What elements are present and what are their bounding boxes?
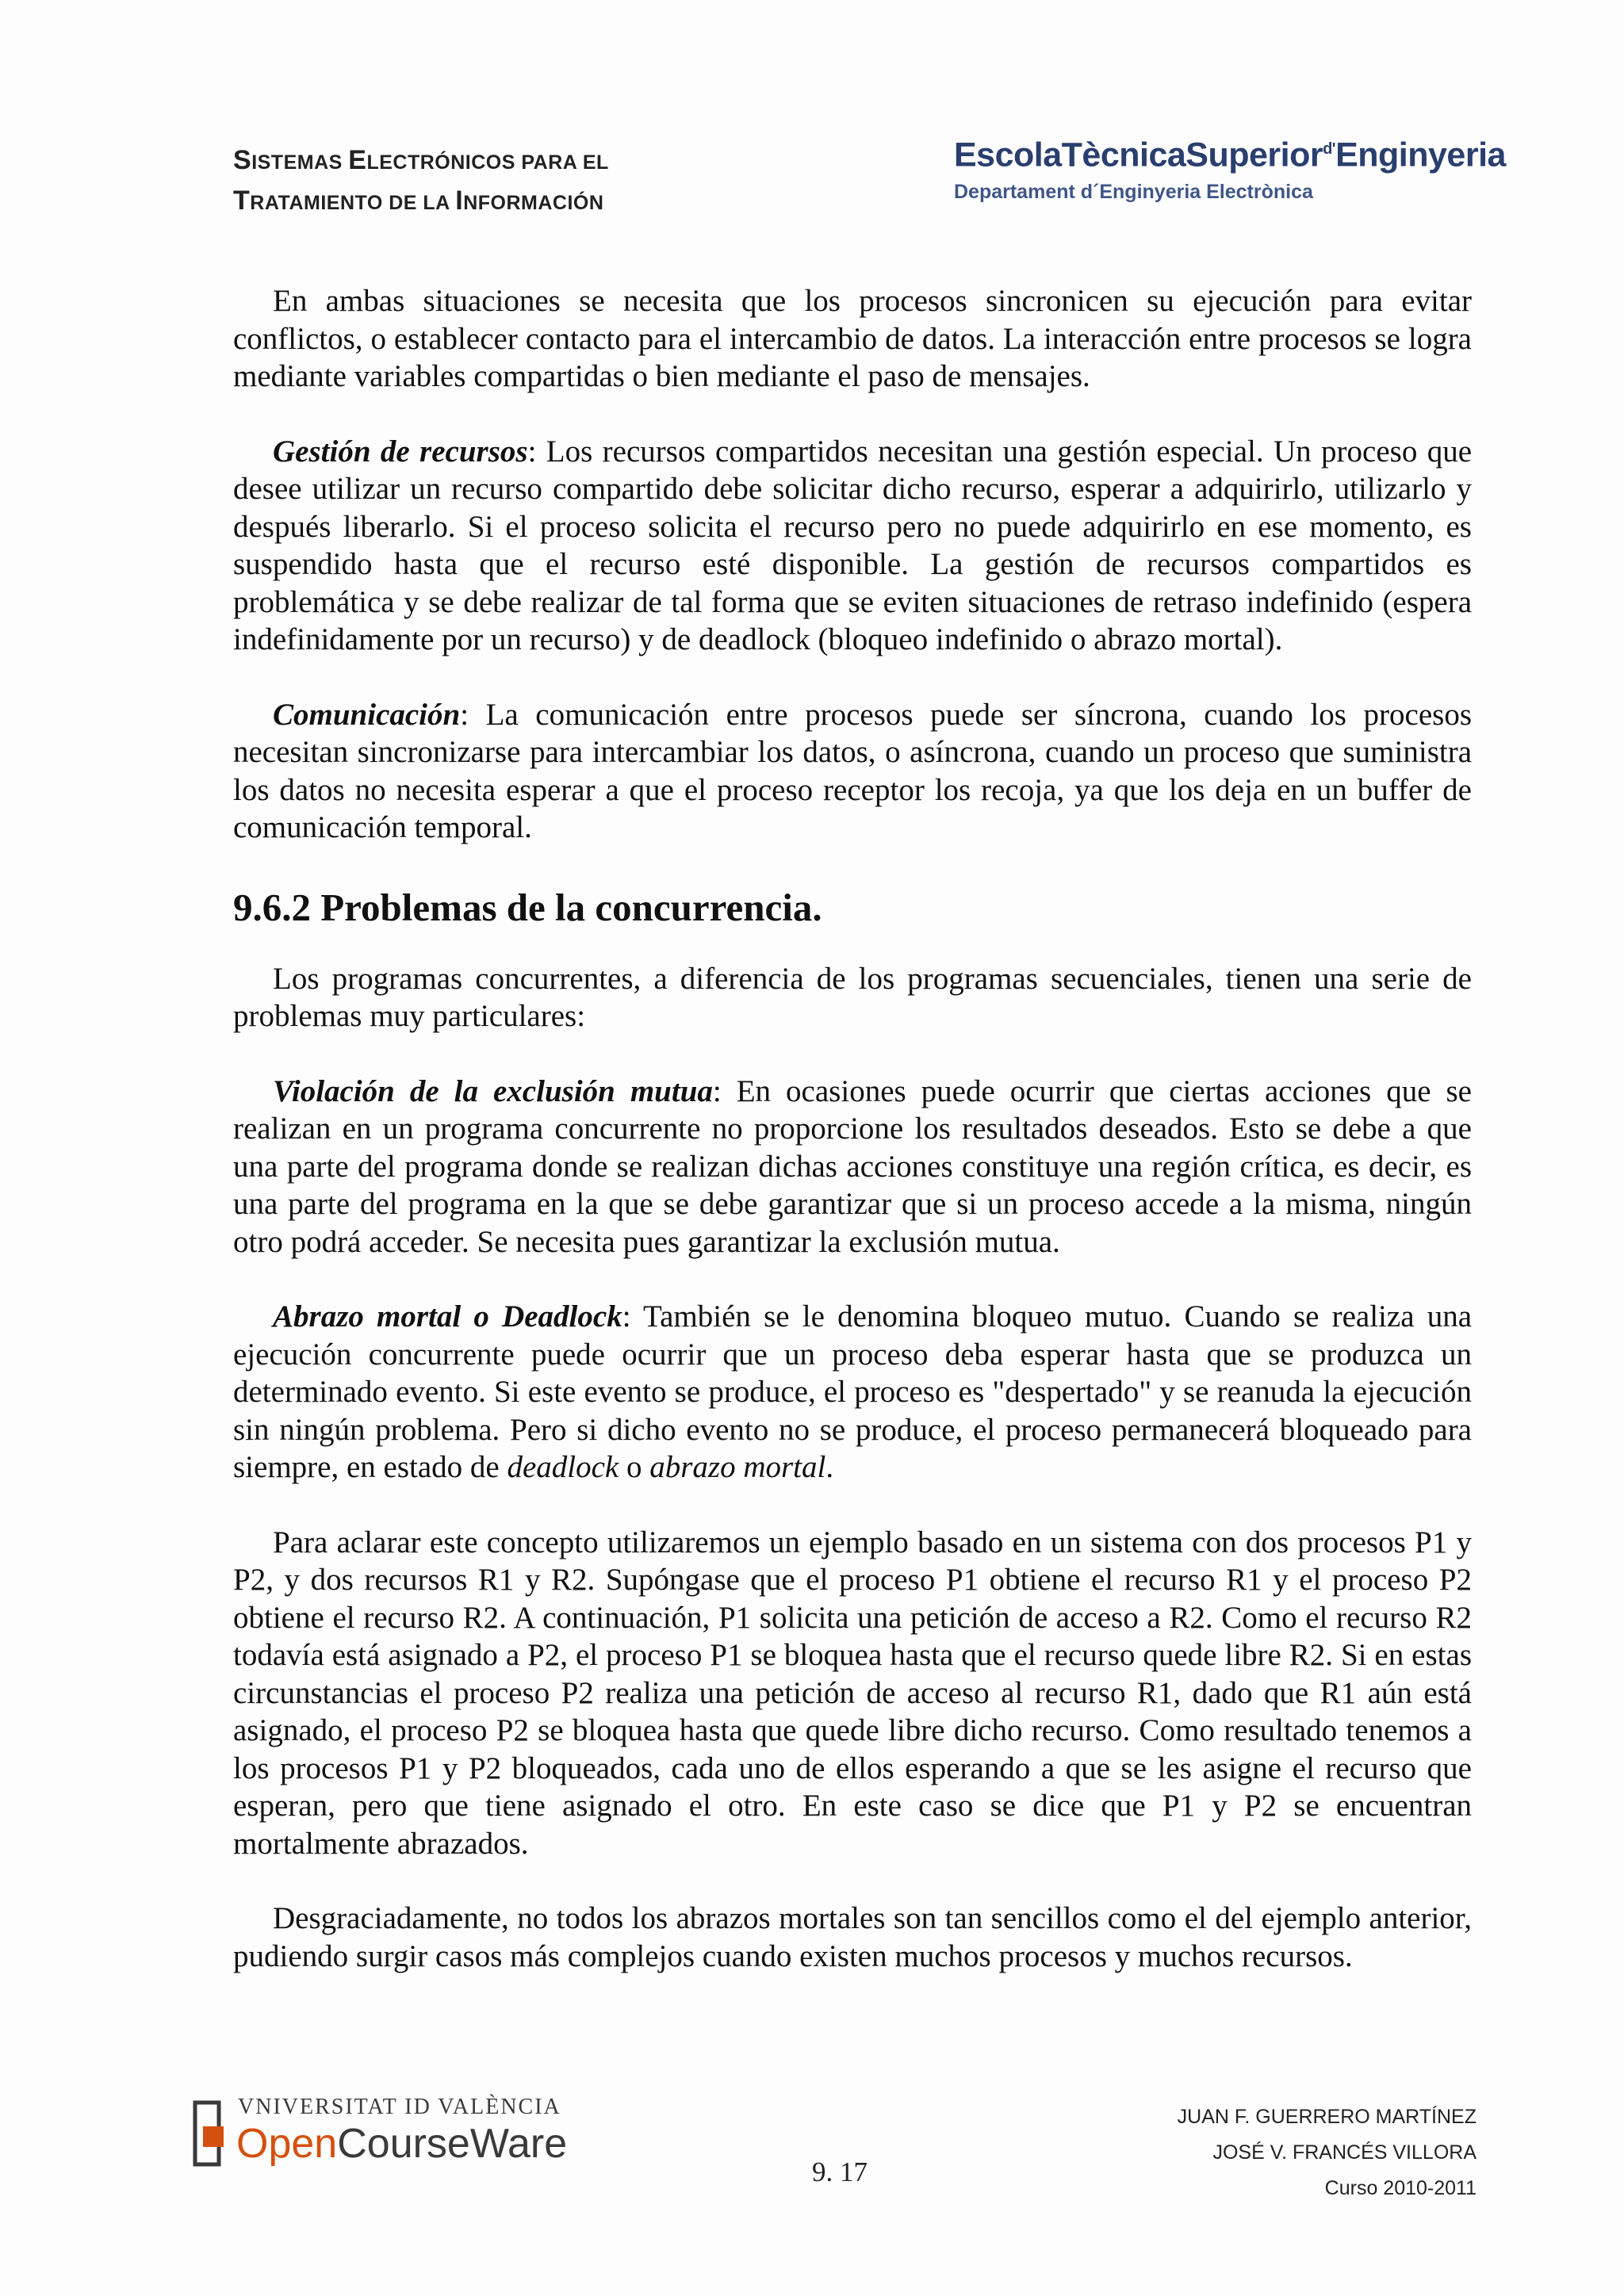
page-body <box>233 282 1472 2012</box>
header-line-2: TRATAMIENTO DE LA INFORMACIÓN <box>233 186 604 216</box>
section-heading: 9.6.2 Problemas de la concurrencia. <box>233 885 822 929</box>
opencourseware-name: OpenCourseWare <box>236 2121 568 2167</box>
university-name: VNIVERSITAT ID VALÈNCIA <box>238 2095 561 2119</box>
paragraph-ejemplo: Para aclarar este concepto utilizaremos un ejemplo basado en un sistema con dos procesos P1 y P2, y dos recursos R1 y R2. Supóngase que el proceso P1 obtiene el recurso R1 y el proceso P2 obtiene el recurso R2. A continuación, P1 solicita una petición de acceso a R2. Como el recurso R2 todavía está asignado a P2, el proceso P1 se bloquea hasta que el recurso quede libre R2. Si en estas circunstancias el proceso P2 realiza una petición de acceso al recurso R1, dado que R1 aún está asignado, el proceso P2 se bloquea hasta que quede libre dicho recurso. Como resultado tenemos a los procesos P1 y P2 bloqueados, cada uno de ellos esperando a que se les asigne el recurso que esperan, pero que tiene asignado el otro. En este caso se dice que P1 y P2 se encuentran mortalmente abrazados. <box>233 1525 1472 1861</box>
logo-subtitle: Departament d´Enginyeria Electrònica <box>954 181 1313 204</box>
etse-logo <box>954 125 1506 205</box>
paragraph-intro-problemas: Los programas concurrentes, a diferencia de los programas secuenciales, tienen una serie de problemas muy particulares: <box>233 961 1472 1033</box>
logo-title: EscolaTècnicaSuperior$^{d'}$Enginyeria <box>954 136 1506 174</box>
paragraph-exclusion-mutua: Violación de la exclusión mutua: En ocasiones puede ocurrir que ciertas acciones que se realizan en un programa concurrente no proporcione los resultados deseados. Esto se debe a que una parte del programa donde se realizan dichas acciones constituye una región crítica, es decir, es una parte del programa en la que se debe garantizar que si un proceso accede a la misma, ningún otro podrá acceder. Se necesita pues garantizar la exclusión mutua. <box>233 1073 1472 1259</box>
header-line-1: SISTEMAS ELECTRÓNICOS PARA EL <box>233 145 609 175</box>
term-gestion-recursos: Gestión de recursos <box>273 434 528 469</box>
page-number: 9. 17 <box>812 2156 868 2187</box>
paragraph-conclusion: Desgraciadamente, no todos los abrazos mortales son tan sencillos como el del ejemplo anterior, pudiendo surgir casos más complejos cuando existen muchos procesos y muchos recursos. <box>233 1901 1472 1973</box>
course-year: Curso 2010-2011 <box>1324 2177 1477 2199</box>
uv-opencourseware-logo <box>190 2093 568 2180</box>
opencourseware-icon <box>190 2099 228 2168</box>
paragraph-comunicacion: Comunicación: La comunicación entre procesos puede ser síncrona, cuando los procesos necesitan sincronizarse para intercambiar los datos, o asíncrona, cuando un proceso que suministra los datos no necesita esperar a que el proceso receptor los recoja, ya que los deja en un buffer de comunicación temporal. <box>233 697 1472 844</box>
term-deadlock: Abrazo mortal o Deadlock <box>273 1299 622 1334</box>
author-2: JOSÉ V. FRANCÉS VILLORA <box>1212 2141 1477 2164</box>
term-exclusion-mutua: Violación de la exclusión mutua <box>273 1073 713 1108</box>
author-1: JUAN F. GUERRERO MARTÍNEZ <box>1177 2106 1477 2128</box>
term-comunicacion: Comunicación <box>273 697 461 732</box>
paragraph-deadlock: Abrazo mortal o Deadlock: También se le denomina bloqueo mutuo. Cuando se realiza una ejecución concurrente puede ocurrir que un proceso deba esperar hasta que se produzca un determinado evento. Si este evento se produce, el proceso es "despertado" y se reanuda la ejecución sin ningún problema. Pero si dicho evento no se produce, el proceso permanecerá bloqueado para siempre, en estado de deadlock o abrazo mortal. <box>233 1299 1473 1484</box>
paragraph-gestion-recursos: Gestión de recursos: Los recursos compartidos necesitan una gestión especial. Un proceso que desee utilizar un recurso compartido debe solicitar dicho recurso, esperar a adquirirlo, utilizarlo y después liberarlo. Si el proceso solicita el recurso pero no puede adquirirlo en ese momento, es suspendido hasta que el recurso esté disponible. La gestión de recursos compartidos es problemática y se debe realizar de tal forma que se eviten situaciones de retraso indefinido (espera indefinidamente por un recurso) y de deadlock (bloqueo indefinido o abrazo mortal). <box>233 434 1473 656</box>
document-header <box>233 141 609 222</box>
paragraph-1: En ambas situaciones se necesita que los procesos sincronicen su ejecución para evitar conflictos, o establecer contacto para el intercambio de datos. La interacción entre procesos se logra mediante variables compartidas o bien mediante el paso de mensajes. <box>233 284 1472 393</box>
authors-block <box>1178 2099 1477 2206</box>
